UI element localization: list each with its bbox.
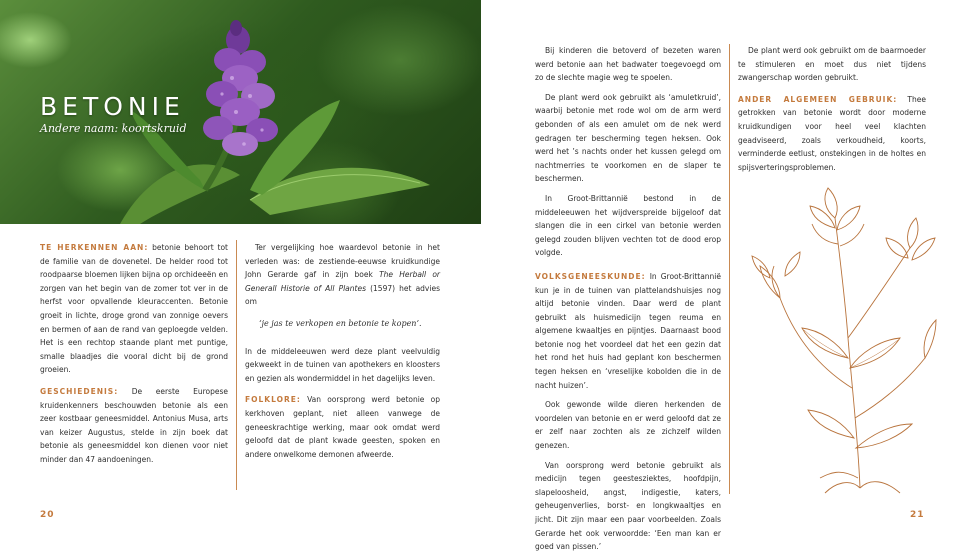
paragraph-recognize — [40, 241, 228, 377]
column-divider — [236, 240, 237, 490]
text-gerarde-a: Ter vergelijking hoe waardevol betonie in het verleden was: de zestiende-eeuwse kruidkundige John Gerarde gaf in zijn boek — [245, 243, 440, 280]
left-column-2 — [245, 241, 440, 467]
page-title: BETONIE — [40, 92, 185, 121]
heading-folklore: FOLKLORE: — [245, 395, 301, 405]
paragraph-gerarde — [245, 241, 440, 309]
paragraph-folklore — [245, 393, 440, 461]
quote: ‘je jas te verkopen en betonie te kopen’. — [259, 318, 422, 328]
paragraph-general-use — [738, 93, 926, 175]
betony-flower-photo — [0, 0, 481, 224]
paragraph-folk-medicine — [535, 270, 721, 392]
flower-spike — [203, 20, 278, 156]
left-column-1 — [40, 241, 228, 473]
paragraph-uterus: De plant werd ook gebruikt om de baarmoeder te stimuleren en moet dus niet tijdens zwangerschap worden gebruikt. — [738, 46, 926, 83]
page-number-left: 20 — [40, 510, 55, 520]
text-recognize: betonie behoort tot de familie van de dovenetel. De helder rood tot roodpaarse bloemen lijken bijna op orchideeën en zorgen van het begin van de zomer tot ver in de herfst voor opvallende kleuraccenten. Betonie groeit in lichte, droge grond van zonnige oevers en bermen of aan de rand van geploegde velden. Het is een rechtop staande plant met puntige, smalle blaadjes die vooral dicht bij de grond groeien. — [40, 243, 228, 375]
paragraph-children: Bij kinderen die betoverd of bezeten waren werd betonie aan het badwater toegevoegd om zo de slechte magie weg te spoelen. — [535, 46, 721, 83]
text-history: De eerste Europese kruidenkenners beschouwden betonie als een zeer kostbaar geneesmiddel. Antonius Musa, arts van keizer Augustus, stelde in zijn boek dat betonie als geneesmiddel kon dienen voor niet minder dan 47 aandoeningen. — [40, 386, 228, 464]
paragraph-snakes: In Groot-Brittannië bestond in de middeleeuwen het wijdverspreide bijgeloof dat slangen die in een cirkel van betonie werden gelegd zouden blijven vechten tot de dood erop volgde. — [535, 193, 721, 258]
heading-folk-medicine: VOLKSGENEESKUNDE: — [535, 271, 646, 281]
paragraph-animals: Ook gewonde wilde dieren herkenden de voordelen van betonie en er werd geloofd dat ze er zelf naar zochten als ze zichzelf wilden genezen. — [535, 400, 721, 451]
text-gerarde-b: (1597) het advies om — [245, 283, 440, 307]
left-page — [0, 0, 481, 538]
column-divider-right — [729, 44, 730, 494]
paragraph-amulet: De plant werd ook gebruikt als ‘amuletkruid’, waarbij betonie met rode wol om de arm werd gebonden of als een amulet om de nek werd gedragen ter bescherming tegen heksen. Ook werd het ’s nachts onder het kussen gelegd om nachtmerries te voorkomen en de slaper te beschermen. — [535, 92, 721, 184]
text-folk-medicine: In Groot-Brittannië kun je in de tuinen van plattelandshuisjes nog altijd betonie vinden. Daar werd de plant gebruikt als huismedicijn tegen reuma en algemene kwaaltjes en pijntjes. Daarnaast bood betonie nog het voordeel dat het een gezin dat het rond het huis had geplant kon beschermen tegen heksen en ‘vreselijke kobolden die in de nacht huizen’. — [535, 271, 721, 390]
page-number-right: 21 — [910, 510, 925, 520]
heading-history: GESCHIEDENIS: — [40, 386, 119, 396]
page-subtitle: Andere naam: koortskruid — [40, 122, 187, 135]
betony-botanical-drawing — [740, 178, 945, 498]
text-folklore: Van oorsprong werd betonie op kerkhoven geplant, niet alleen vanwege de geneeskrachtige werking, maar ook omdat werd geloofd dat de plant kwade geesten, spoken en andere onwelkome demonen afweerde. — [245, 395, 440, 459]
paragraph-origin: Van oorsprong werd betonie gebruikt als medicijn tegen geestesziektes, hoofdpijn, slapeloosheid, angst, indigestie, katers, geheugenverlies, borst- en longkwaaltjes en jicht. Dit zijn maar een paar voorbeelden. Zoals Gerarde het ook verwoordde: ‘Een man kan er goed van pissen.’ — [535, 460, 721, 552]
heading-general-use: ANDER ALGEMEEN GEBRUIK: — [738, 94, 898, 104]
text-general-use: Thee getrokken van betonie wordt door moderne kruidkundigen voor heel veel klachten geadviseerd, zoals verkoudheid, koorts, verminderde eetlust, onstekingen in de holtes en spijsverteringsproblemen. — [738, 94, 926, 172]
paragraph-middle-ages: In de middeleeuwen werd deze plant veelvuldig gekweekt in de tuinen van apothekers en kloosters en gezien als wondermiddel in het dagelijks leven. — [245, 346, 440, 383]
heading-recognize: TE HERKENNEN AAN: — [40, 243, 149, 252]
book-title: The Herball or Generall Historie of All Plantes — [245, 270, 440, 293]
right-column-1 — [535, 44, 721, 560]
paragraph-history — [40, 385, 228, 467]
right-column-2 — [738, 44, 926, 180]
